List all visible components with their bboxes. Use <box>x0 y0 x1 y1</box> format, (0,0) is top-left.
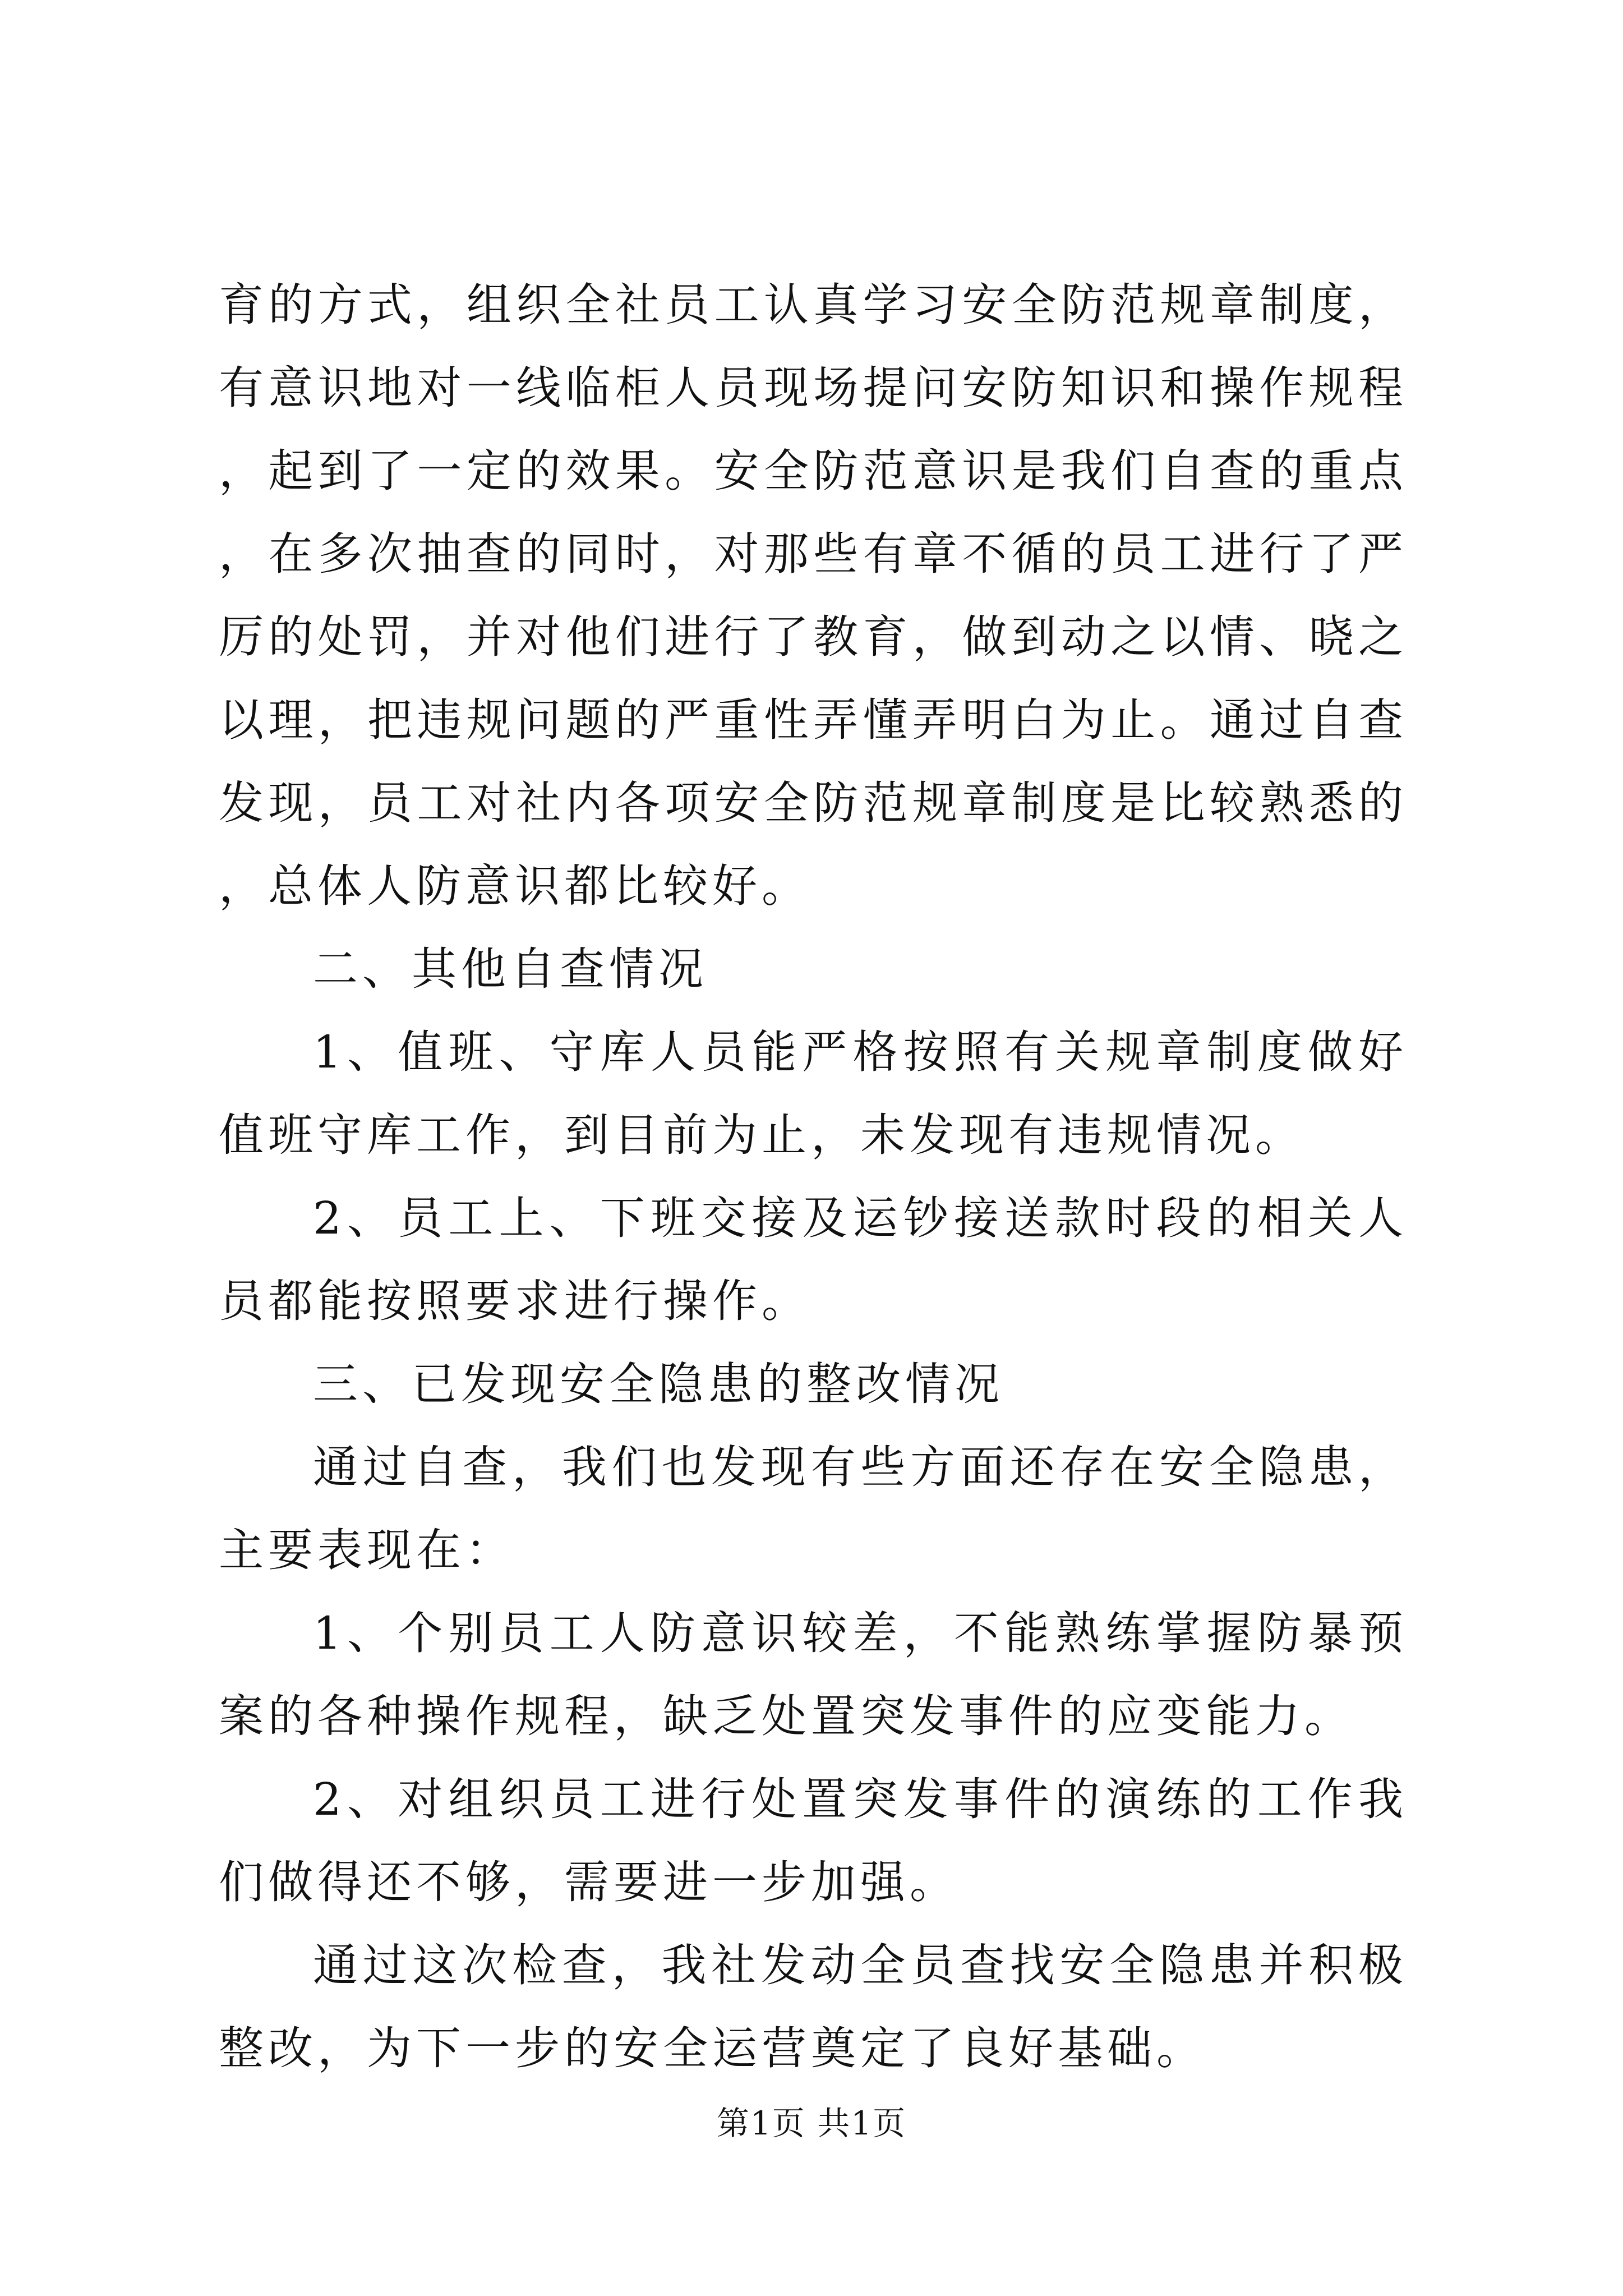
body-paragraph-continued: 育的方式，组织全社员工认真学习安全防范规章制度，有意识地对一线临柜人员现场提问安防知识和操作规程，起到了一定的效果。安全防范意识是我们自查的重点，在多次抽查的同时，对那些有章不循的员工进行了严厉的处罚，并对他们进行了教育，做到动之以情、晓之以理，把违规问题的严重性弄懂弄明白为止。通过自查发现，员工对社内各项安全防范规章制度是比较熟悉的，总体人防意识都比较好。 <box>219 279 1408 912</box>
body-paragraph-duty-storage: 1、值班、守库人员能严格按照有关规章制度做好值班守库工作，到目前为止，未发现有违规情况。 <box>219 1026 1408 1161</box>
document-body <box>219 264 1408 2090</box>
body-paragraph-hazard-one: 1、个别员工人防意识较差，不能熟练掌握防暴预案的各种操作规程，缺乏处置突发事件的应变能力。 <box>219 1607 1408 1742</box>
page-footer: 第1页 共1页 <box>716 2104 907 2142</box>
body-paragraph-shift-handover: 2、员工上、下班交接及运钞接送款时段的相关人员都能按照要求进行操作。 <box>219 1192 1408 1327</box>
body-paragraph-conclusion: 通过这次检查，我社发动全员查找安全隐患并积极整改，为下一步的安全运营奠定了良好基础。 <box>219 1939 1408 2074</box>
body-paragraph-hazards-intro: 通过自查，我们也发现有些方面还存在安全隐患，主要表现在： <box>219 1441 1408 1576</box>
section-heading-rectification: 三、已发现安全隐患的整改情况 <box>313 1358 1004 1410</box>
body-paragraph-hazard-two: 2、对组织员工进行处置突发事件的演练的工作我们做得还不够，需要进一步加强。 <box>219 1773 1408 1908</box>
section-heading-other-self-check: 二、其他自查情况 <box>313 943 708 995</box>
